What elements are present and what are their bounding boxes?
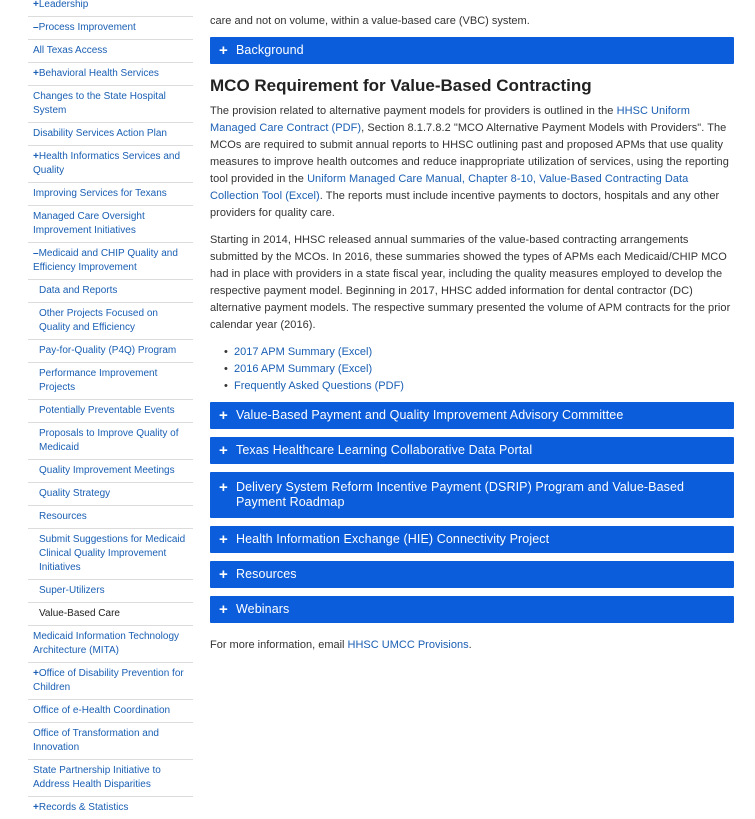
plus-icon: +	[219, 407, 228, 424]
sidebar-item-data-and-reports[interactable]: Data and Reports	[28, 280, 193, 303]
sidebar-item-resources[interactable]: Resources	[28, 506, 193, 529]
sidebar-item-super-utilizers[interactable]: Super-Utilizers	[28, 580, 193, 603]
sidebar-item-ppe[interactable]: Potentially Preventable Events	[28, 400, 193, 423]
paragraph-provision: The provision related to alternative payment models for providers is outlined in the HHSC Uniform Managed Care Contract (PDF), Section 8.1.7.8.2 "MCO Alternative Payment Models with Providers". The MCOs are required to submit annual reports to HHSC outlining past and proposed APMs that use quality measures to improve health outcomes and reduce inappropriate utilization of services, using the reporting tool provided in the Uniform Managed Care Manual, Chapter 8-10, Value-Based Contracting Data Collection Tool (Excel). The reports must include incentive payments to doctors, hospitals and any other providers for quality care.	[210, 105, 729, 219]
link-umcm-tool[interactable]: Uniform Managed Care Manual, Chapter 8-10, Value-Based Contracting Data Collection Tool (Excel)	[210, 173, 689, 202]
plus-icon: +	[219, 531, 228, 548]
link-umcc[interactable]: HHSC Uniform Managed Care Contract (PDF)	[210, 105, 690, 134]
summary-links	[210, 344, 734, 395]
section-title: MCO Requirement for Value-Based Contracting	[210, 76, 592, 95]
accordion-dsrip[interactable]: + Delivery System Reform Incentive Payment (DSRIP) Program and Value-Based Payment Roadmap	[210, 472, 734, 518]
plus-icon: +	[219, 601, 228, 618]
sidebar-item-value-based-care[interactable]: Value-Based Care	[28, 603, 193, 626]
plus-icon: +	[219, 42, 228, 59]
sidebar-item-p4q[interactable]: Pay-for-Quality (P4Q) Program	[28, 340, 193, 363]
list-item	[224, 378, 734, 395]
sidebar-item-leadership[interactable]: +Leadership	[28, 0, 193, 17]
sidebar-item-medicaid-chip-quality[interactable]: –Medicaid and CHIP Quality and Efficiency Improvement	[28, 243, 193, 280]
paragraph-summaries: Starting in 2014, HHSC released annual summaries of the value-based contracting arrangements submitted by the MCOs. In 2016, these summaries showed the types of APMs each Medicaid/CHIP MCO had in place with providers in a state fiscal year, including the quality measures employed to develop the respective payment model. Beginning in 2017, HHSC added information for dental contractor (DC) alternative payment models. The respective summary presented the volume of APM contracts for the prior calendar year (2016).	[210, 234, 731, 331]
accordion-resources[interactable]: + Resources	[210, 561, 734, 588]
list-item	[224, 361, 734, 378]
accordion-vbp-committee[interactable]: + Value-Based Payment and Quality Improvement Advisory Committee	[210, 402, 734, 429]
sidebar-item-mita[interactable]: Medicaid Information Technology Architecture (MITA)	[28, 626, 193, 663]
accordion-label: Background	[236, 43, 304, 57]
sidebar-item-other-projects[interactable]: Other Projects Focused on Quality and Efficiency	[28, 303, 193, 340]
sidebar-item-submit-suggestions[interactable]: Submit Suggestions for Medicaid Clinical Quality Improvement Initiatives	[28, 529, 193, 580]
sidebar-item-managed-care-oversight[interactable]: Managed Care Oversight Improvement Initiatives	[28, 206, 193, 243]
footer-contact: For more information, email HHSC UMCC Provisions.	[210, 639, 472, 651]
sidebar-item-health-informatics[interactable]: +Health Informatics Services and Quality	[28, 146, 193, 183]
sidebar-item-quality-strategy[interactable]: Quality Strategy	[28, 483, 193, 506]
sidebar-item-health-disparities[interactable]: State Partnership Initiative to Address Health Disparities	[28, 760, 193, 797]
accordion-webinars[interactable]: + Webinars	[210, 596, 734, 623]
plus-icon: +	[219, 479, 228, 496]
accordion-background[interactable]	[210, 37, 734, 64]
sidebar-item-behavioral-health[interactable]: +Behavioral Health Services	[28, 63, 193, 86]
sidebar-nav	[28, 0, 193, 813]
sidebar-item-pip[interactable]: Performance Improvement Projects	[28, 363, 193, 400]
sidebar-item-improving-services[interactable]: Improving Services for Texans	[28, 183, 193, 206]
link-umcc-provisions[interactable]: HHSC UMCC Provisions	[347, 639, 469, 651]
intro-text: care and not on volume, within a value-based care (VBC) system.	[210, 15, 530, 27]
accordion-hie-project[interactable]: + Health Information Exchange (HIE) Connectivity Project	[210, 526, 734, 553]
sidebar-item-qi-meetings[interactable]: Quality Improvement Meetings	[28, 460, 193, 483]
sidebar-item-disability-action-plan[interactable]: Disability Services Action Plan	[28, 123, 193, 146]
plus-icon: +	[219, 442, 228, 459]
link-2016-apm-summary[interactable]: 2016 APM Summary (Excel)	[234, 363, 373, 375]
sidebar-item-state-hospital[interactable]: Changes to the State Hospital System	[28, 86, 193, 123]
link-faq[interactable]: Frequently Asked Questions (PDF)	[234, 380, 404, 392]
sidebar-item-process-improvement[interactable]: –Process Improvement	[28, 17, 193, 40]
sidebar-item-proposals[interactable]: Proposals to Improve Quality of Medicaid	[28, 423, 193, 460]
plus-icon: +	[219, 566, 228, 583]
main-content	[210, 0, 734, 727]
link-2017-apm-summary[interactable]: 2017 APM Summary (Excel)	[234, 346, 373, 358]
sidebar-item-transformation[interactable]: Office of Transformation and Innovation	[28, 723, 193, 760]
sidebar-item-disability-prevention[interactable]: +Office of Disability Prevention for Children	[28, 663, 193, 700]
sidebar-item-records-statistics[interactable]: +Records & Statistics	[33, 802, 129, 813]
accordion-learning-collaborative[interactable]: + Texas Healthcare Learning Collaborative Data Portal	[210, 437, 734, 464]
list-item	[224, 344, 734, 361]
sidebar-item-all-texas-access[interactable]: All Texas Access	[28, 40, 193, 63]
sidebar-item-ehealth[interactable]: Office of e-Health Coordination	[28, 700, 193, 723]
